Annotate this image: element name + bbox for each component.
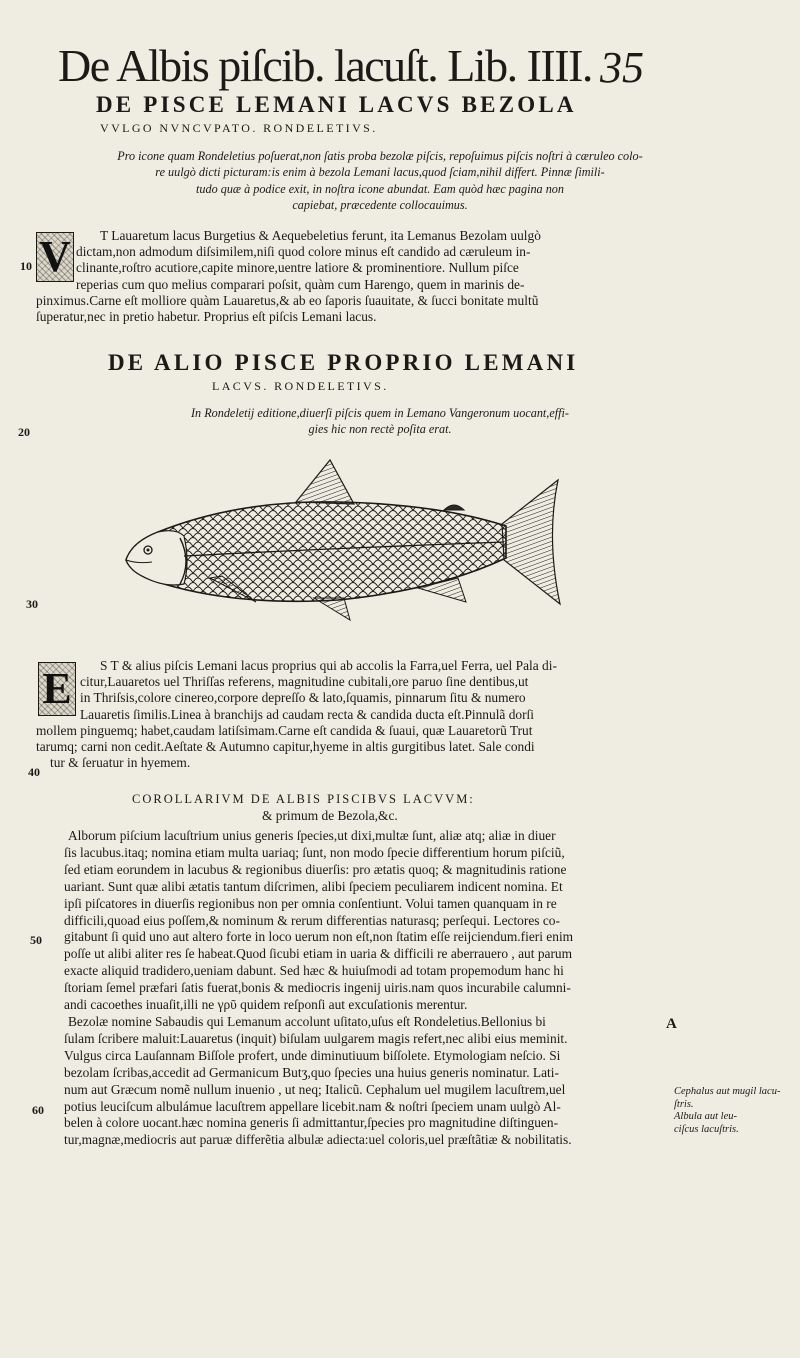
note-line: gies hic non rectè poſita erat. xyxy=(308,422,452,437)
text-line: exacte aliquid tradidero,ueniam dabunt. Sed hæc & huiuſmodi ad totam propemodum hanc hi xyxy=(64,963,564,979)
text-line: uariant. Sunt quæ alibi ætatis tantum diſcrimen, alibi ſpeciem peculiarem indicent nomina. Et xyxy=(64,878,563,894)
text-line: clinante,roſtro acutiore,capite minore,uentre latiore & prominentiore. Nullum piſce xyxy=(76,260,519,276)
margin-note-line: Cephalus aut mugil lacu- xyxy=(674,1086,781,1097)
text-line: Alborum piſcium lacuſtrium unius generis ſpecies,ut dixi,multæ ſunt, aliæ atq; aliæ in diuer xyxy=(68,828,556,843)
note-line: tudo quæ à podice exit, in noſtra icone abundat. Eam quòd hæc pagina non xyxy=(196,181,564,196)
text-line: difficili,quoad eius poſſem,& nominum & rerum differentias naturasq; perſequi. Lectores co- xyxy=(64,912,560,928)
line-number: 50 xyxy=(30,933,42,947)
line-number: 20 xyxy=(18,425,30,439)
text-line: bezolam ſcribas,accedit ad Germanicum Butʒ,quo ſpecies una huius generis nominatur. Lati- xyxy=(64,1064,559,1080)
section2-editor-note xyxy=(60,405,700,438)
note-line: capiebat, præcedente collocauimus. xyxy=(292,198,468,213)
line-number: 10 xyxy=(20,259,32,273)
section1-body xyxy=(36,228,664,325)
text-line: dictam,non admodum diſsimilem,niſi quod colore minus eſt candido ad cæruleum in- xyxy=(76,244,531,260)
section1-subtitle: VVLGO NVNCVPATO. RONDELETIVS. xyxy=(100,121,378,135)
fish-woodcut-illustration xyxy=(118,452,570,624)
text-line: potius leuciſcum albulámue lacuſtrem appellare licebit.nam & noſtri ſpeciem unam uulgò Al- xyxy=(64,1098,561,1114)
text-line: gitabunt ſi quid uno aut altero forte in loco uerum non eſt,non ſtatim eſſe reijciendum.fieri enim xyxy=(64,929,574,945)
line-number: 40 xyxy=(28,765,40,779)
margin-note-line: ciſcus lacuſtris. xyxy=(674,1123,739,1135)
text-line: ſtoriam ſemel præfari ſatis fuerat,bonis & mediocris ingenij uiris.nam quos incurabile calumni- xyxy=(64,980,571,996)
dropcap-e: E xyxy=(38,662,76,716)
text-line: ſed etiam eorundem in lacubus & regionibus diuerſis: pro ætatis quoq; & magnitudinis ratione xyxy=(64,861,567,877)
running-head: De Albis piſcib. lacuſt. Lib. IIII. xyxy=(58,40,592,91)
text-line: mollem pinguemq; habet,caudam latiſsimam.Carne eſt candida & ſuaui, quæ Lauaretorũ Trut xyxy=(36,722,533,738)
text-line: Bezolæ nomine Sabaudis qui Lemanum accolunt uſitato,uſus eſt Rondeletius.Bellonius bi xyxy=(68,1013,546,1029)
section2-title: DE ALIO PISCE PROPRIO LEMANI xyxy=(108,350,579,375)
text-line: tarumq; carni non cedit.Aeſtate & Autumno capitur,hyeme in altis gurgitibus latet. Sale condi xyxy=(36,739,535,755)
page-number: 35 xyxy=(600,43,644,92)
line-number: 60 xyxy=(32,1103,44,1117)
margin-note-line: Albula aut leu- xyxy=(674,1111,737,1122)
text-line: in Thriſsis,colore cinereo,corpore depreſſo & lato,ſquamis, pinnarum ſitu & numero xyxy=(80,690,526,706)
note-line: Pro icone quam Rondeletius poſuerat,non ſatis proba bezolæ piſcis, repoſuimus piſcis noſtri à cæruleo colo- xyxy=(117,149,643,163)
text-line: ſuperatur,nec in pretio habetur. Proprius eſt piſcis Lemani lacus. xyxy=(36,309,377,325)
section1-editor-note xyxy=(30,148,730,214)
text-line: Lauaretis ſimilis.Linea à branchijs ad caudam recta & candida ducta eſt.Pinnulã dorſi xyxy=(80,706,535,722)
text-line: num aut Græcum nomẽ nullum inuenio , ut neq; Italicũ. Cephalum uel mugilem lacuſtrem,uel xyxy=(64,1081,566,1097)
text-line: poſſe ut alibi aliter res ſe habeat.Quod ſicubi etiam in uaria & difficili re aberrauero , aut parum xyxy=(64,946,573,962)
margin-note xyxy=(674,1086,782,1136)
text-line: ſis lacubus.itaq; nomina etiam multa uariaq; ſunt, non modo ſpecie differentium horum piſciũ, xyxy=(64,844,565,860)
margin-note-line: ſtris. xyxy=(674,1098,694,1110)
corollary-title: COROLLARIVM DE ALBIS PISCIBVS LACVVM: xyxy=(132,792,475,806)
line-number: 30 xyxy=(26,597,38,611)
margin-letter: A xyxy=(666,1016,677,1032)
text-line: pinximus.Carne eſt molliore quàm Lauaretus,& ab eo ſaporis ſuauitate, & ſucci bonitate multũ xyxy=(36,292,539,308)
section2-subtitle: LACVS. RONDELETIVS. xyxy=(212,379,389,393)
corollary-subtitle: & primum de Bezola,&c. xyxy=(262,808,398,823)
text-line: tur & ſeruatur in hyemem. xyxy=(50,755,191,771)
text-line: andi cacoethes inuaſit,illi ne γρῦ quidem reſponſi aut excuſationis merentur. xyxy=(64,997,468,1013)
text-line: tur,magnæ,mediocris aut paruæ differẽtia albulæ adiecta:uel coloris,uel præſtãtiæ & nobilitatis. xyxy=(64,1132,572,1148)
text-line: Vulgus circa Lauſannam Biſſole profert, unde diminutiuum biſſolete. Etymologiam neſcio. Si xyxy=(64,1047,561,1063)
text-line: S T & alius piſcis Lemani lacus proprius qui ab accolis la Farra,uel Ferra, uel Pala di- xyxy=(100,658,557,673)
section2-body xyxy=(36,658,664,771)
text-line: reperias cum quo melius comparari poſsit, quàm cum Harengo, quem in marinis de- xyxy=(76,276,525,292)
text-line: ipſi piſcatores in diuerſis regionibus non per omnia conſentiunt. Volui tamen quanquam in re xyxy=(64,895,557,911)
corollary-body xyxy=(64,828,668,1149)
text-line: citur,Lauaretos uel Thriſſas referens, magnitudine cubitali,ore paruo ſine dentibus,ut xyxy=(80,674,529,690)
text-line: belen à colore uocant.hæc nomina generis ſi admittantur,ſpecies pro magnitudine diſtinguen- xyxy=(64,1115,559,1131)
text-line: ſulam ſcribere maluit:Lauaretus (inquit) biſulam uulgarem magis refert,nec alibi eius meminit. xyxy=(64,1030,568,1046)
dropcap-v: V xyxy=(36,232,74,282)
note-line: re uulgò dicti picturam:is enim à bezola Lemani lacus,quod ſciam,nihil differt. Pinnæ ſimili- xyxy=(155,165,605,180)
note-line: In Rondeletij editione,diuerſi piſcis quem in Lemano Vangeronum uocant,effi- xyxy=(191,406,569,420)
section1-title: DE PISCE LEMANI LACVS BEZOLA xyxy=(96,92,577,117)
text-line: T Lauaretum lacus Burgetius & Aequebeletius ferunt, ita Lemanus Bezolam uulgò xyxy=(100,228,541,243)
